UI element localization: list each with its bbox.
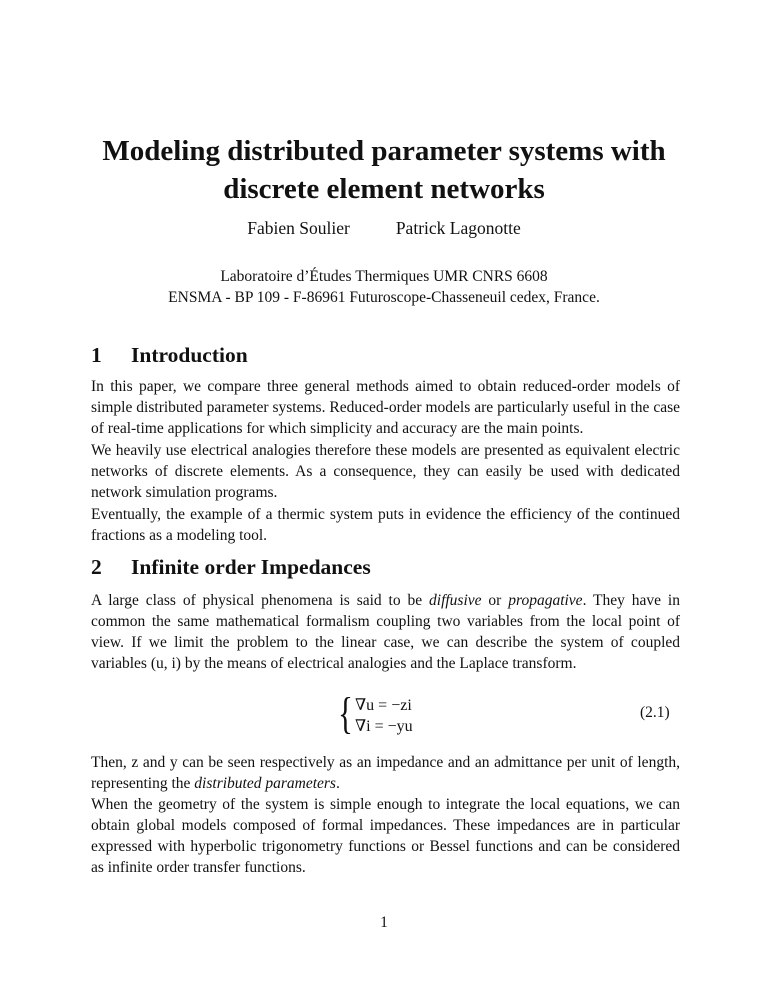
section-title: Infinite order Impedances — [131, 555, 371, 579]
text-run: A large class of physical phenomena is said to be — [91, 592, 430, 609]
section-heading-introduction — [91, 343, 248, 368]
section-number: 1 — [91, 343, 102, 367]
paper-title — [60, 132, 708, 208]
section-title: Introduction — [131, 343, 248, 367]
impedance-paragraph-3: When the geometry of the system is simple enough to integrate the local equations, we can obtain global models composed of formal impedances. These impedances are in particular expressed with hyperbolic trigonometry functions or Bessel functions and can be considered as infinite order transfer functions. — [91, 796, 680, 876]
intro-paragraph-2: We heavily use electrical analogies therefore these models are presented as equivalent electric networks of discrete elements. As a consequence, they can easily be used with dedicated network simulation programs. — [91, 442, 680, 501]
equation-line-1: ∇u = −zi — [355, 697, 412, 714]
title-line-2: discrete element networks — [223, 173, 545, 205]
equation-2-1 — [338, 689, 413, 738]
title-line-1: Modeling distributed parameter systems with — [102, 135, 666, 167]
text-run: . — [335, 775, 340, 792]
emphasis-propagative: propagative — [508, 592, 583, 609]
section-heading-impedances — [91, 555, 371, 580]
text-run: Then, z and y can be seen respectively as an impedance and an admittance per unit of length, representing the — [91, 754, 680, 792]
text-run: or — [481, 592, 509, 609]
equation-line-2: ∇i = −yu — [355, 718, 413, 735]
text-run: . They have in common the same mathematical formalism coupling two variables from the local point of view. If we limit the problem to the linear case, we can describe the system of coupled variables (u, i) by the means of electrical analogies and the Laplace transform. — [91, 592, 680, 672]
affiliation-line-2: ENSMA - BP 109 - F-86961 Futuroscope-Chasseneuil cedex, France. — [168, 289, 600, 306]
intro-paragraph-1: In this paper, we compare three general methods aimed to obtain reduced-order models of simple distributed parameter systems. Reduced-order models are particularly useful in the case of real-time applications for which simplicity and accuracy are the main points. — [91, 378, 680, 437]
section-number: 2 — [91, 555, 102, 579]
affiliation — [0, 266, 768, 308]
author-2: Patrick Lagonotte — [395, 218, 521, 238]
intro-paragraph-3: Eventually, the example of a thermic system puts in evidence the efficiency of the continued fractions as a modeling tool. — [91, 506, 680, 544]
impedance-paragraph-2 — [91, 752, 680, 794]
left-brace: { — [338, 689, 353, 738]
emphasis-distributed-parameters: distributed parameters — [194, 775, 336, 792]
equation-label: (2.1) — [640, 704, 670, 721]
emphasis-diffusive: diffusive — [429, 592, 482, 609]
author-list — [0, 218, 768, 239]
author-1: Fabien Soulier — [247, 218, 350, 238]
affiliation-line-1: Laboratoire d’Études Thermiques UMR CNRS 6608 — [220, 268, 548, 285]
page-number: 1 — [380, 914, 388, 931]
impedance-paragraph-1 — [91, 590, 680, 674]
